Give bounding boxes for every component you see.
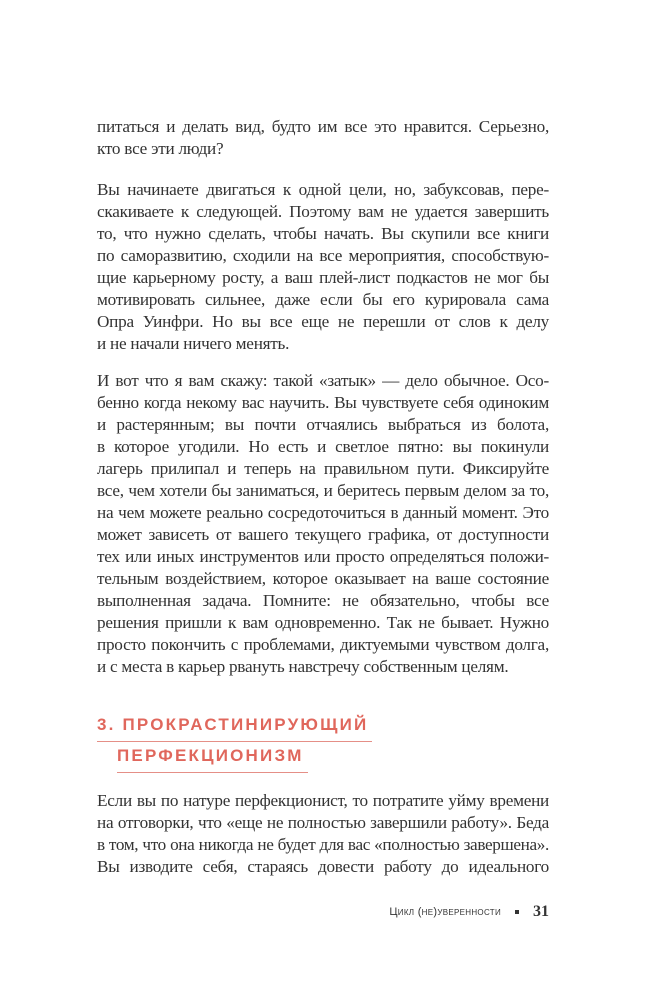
paragraph-2 [97,179,549,355]
text-line: на чем можете реально сосредоточиться в данный момент. Это [97,503,549,522]
text-line: на отговорки, что «еще не полностью завершили работу». Беда [97,813,549,832]
text-line: Опра Уинфри. Но вы все еще не перешли от слов к делу [97,312,549,331]
text-line: скакиваете к следующей. Поэтому вам не удается завершить [97,202,549,221]
paragraph-1 [97,116,549,160]
text-line: просто покончить с проблемами, диктуемыми чувством долга, [97,635,549,654]
heading-line-1: 3. ПРОКРАСТИНИРУЮЩИЙ [97,711,372,742]
paragraph-4 [97,790,549,878]
text-line: Вы начинаете двигаться к одной цели, но, забуксовав, пере- [97,180,549,199]
running-title: Цикл (не)уверенности [389,906,501,918]
text-line: мотивировать сильнее, даже если бы его курировала сама [97,290,549,309]
text-line: в которое угодили. Но есть и светлое пятно: вы покинули [97,437,549,456]
text-line: бенно когда некому вас научить. Вы чувствуете себя одиноким [97,393,549,412]
text-line: выполненная задача. Помните: не обязательно, чтобы все [97,591,549,610]
square-bullet-icon [515,910,519,914]
text-line: щие карьерному росту, а ваш плей-лист подкастов не мог бы [97,268,549,287]
text-line: и с места в карьер рвануть навстречу собственным целям. [97,657,509,676]
section-heading [97,711,549,773]
text-line: решения пришли к вам одновременно. Так не бывает. Нужно [97,613,549,632]
book-page [97,0,549,1001]
text-line: все, чем хотели бы заниматься, и беритесь первым делом за то, [97,481,549,500]
text-line: тельным воздействием, которое оказывает на ваше состояние [97,569,549,588]
text-line: И вот что я вам скажу: такой «затык» — дело обычное. Осо- [97,371,549,390]
page-footer [389,903,549,921]
text-line: в том, что она никогда не будет для вас «полностью завершена». [97,835,549,854]
page-number: 31 [533,903,549,920]
text-line: Вы изводите себя, стараясь довести работу до идеального [97,857,549,876]
text-line: лагерь прилипал и теперь на правильном пути. Фиксируйте [97,459,549,478]
paragraph-3 [97,370,549,678]
heading-line-2: ПЕРФЕКЦИОНИЗМ [117,742,308,773]
text-line: и не начали ничего менять. [97,334,290,353]
text-line: питаться и делать вид, будто им все это нравится. Серьезно, [97,117,549,136]
text-line: по саморазвитию, сходили на все мероприятия, способствую- [97,246,549,265]
text-line: кто все эти люди? [97,139,224,158]
text-line: Если вы по натуре перфекционист, то потратите уйму времени [97,791,549,810]
text-line: то, что нужно сделать, чтобы начать. Вы скупили все книги [97,224,549,243]
text-line: может зависеть от вашего текущего графика, от доступности [97,525,549,544]
text-line: и растерянным; вы почти отчаялись выбраться из болота, [97,415,549,434]
text-line: тех или иных инструментов или просто определяться положи- [97,547,549,566]
